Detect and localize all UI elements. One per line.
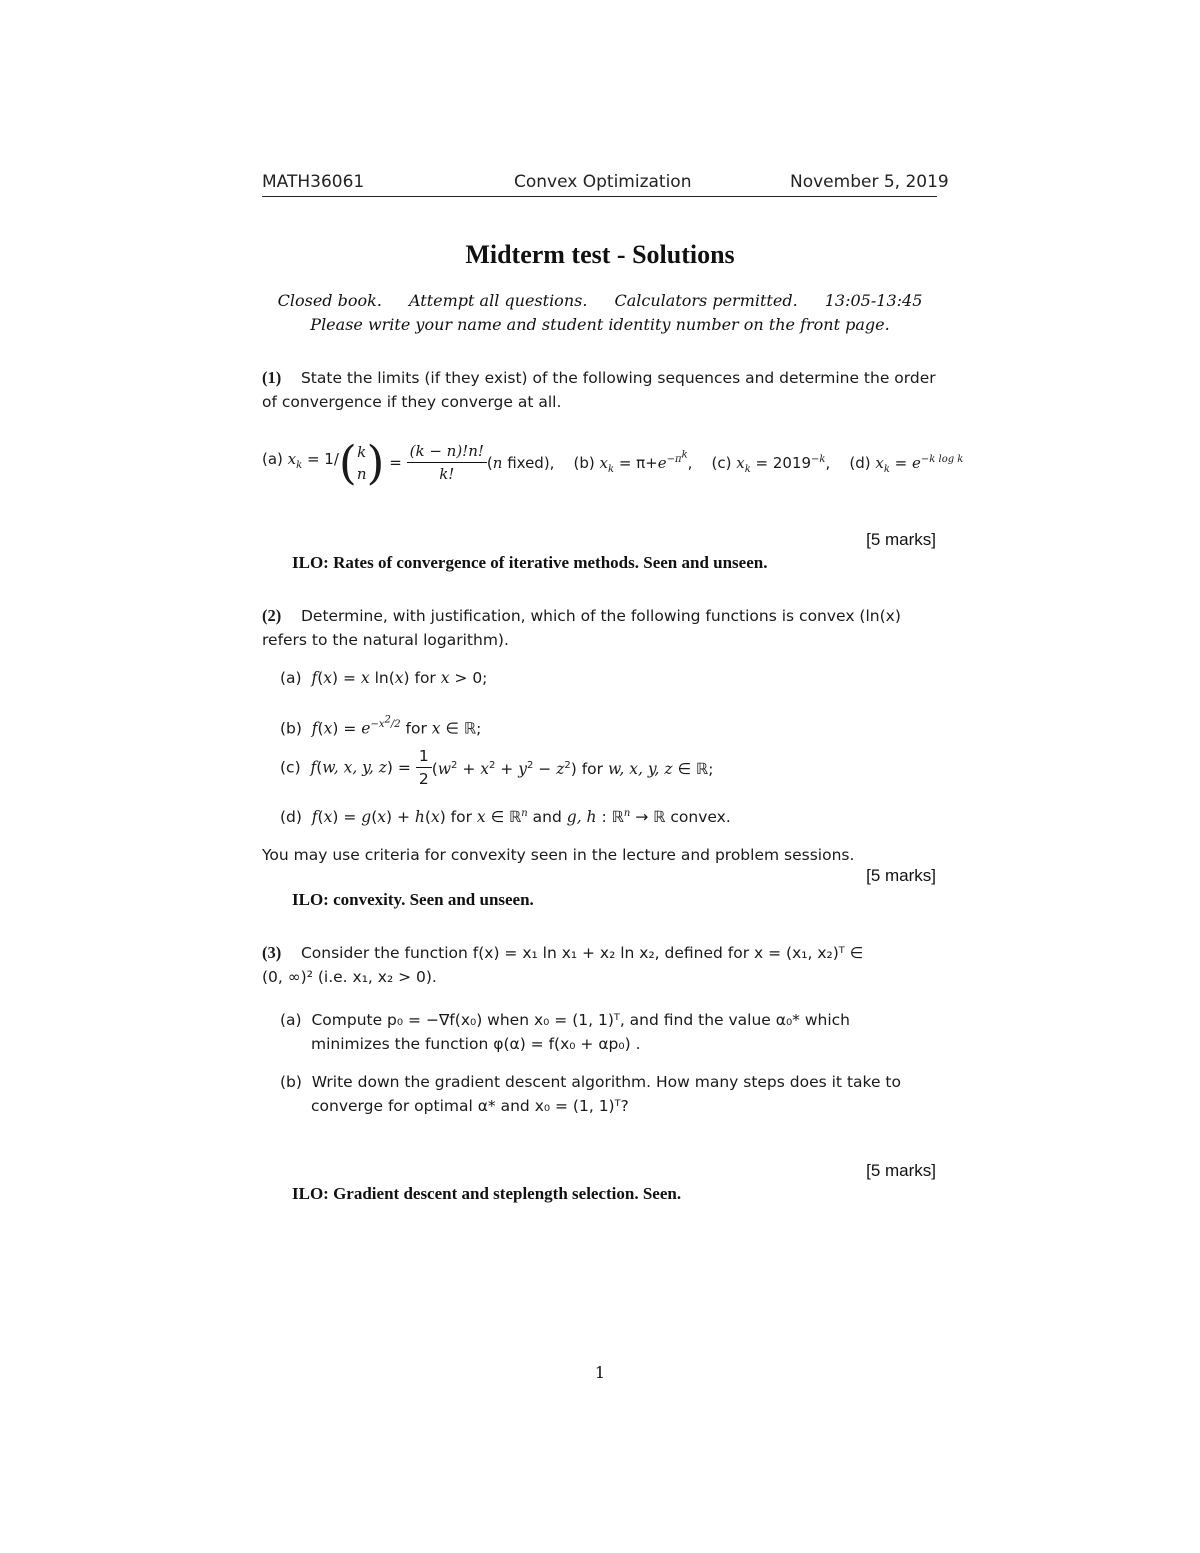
q2-item-d: (d) f(x) = g(x) + h(x) for x ∈ ℝ$^n$ and g, h : ℝ$^n$ → ℝ convex. [280, 808, 731, 827]
instructions-line-1 [0, 291, 1200, 310]
page-number: 1 [594, 1363, 606, 1382]
instructions-line-2: Please write your name and student identity number on the front page. [310, 315, 890, 334]
q1-ilo: ILO: Rates of convergence of iterative methods. Seen and unseen. [292, 553, 768, 572]
q2-marks: [5 marks] [866, 866, 936, 885]
q3-ilo: ILO: Gradient descent and steplength selection. Seen. [292, 1184, 682, 1203]
instruction-attempt-all: Attempt all questions. [409, 291, 588, 310]
q2-line-1 [262, 604, 901, 628]
q1-line-1 [262, 366, 936, 390]
q3-text-1: Consider the function f(x) = x₁ ln x₁ + x₂ ln x₂, defined for x = (x₁, x₂)ᵀ ∈ [300, 944, 864, 962]
q3-item-a: (a) Compute p₀ = −∇f(x₀) when x₀ = (1, 1)ᵀ, and find the value α₀* which [280, 1011, 851, 1029]
header-date: November 5, 2019 [790, 172, 949, 192]
q2-ilo: ILO: convexity. Seen and unseen. [292, 890, 534, 909]
page-title: Midterm test - Solutions [465, 240, 735, 269]
q3-number: (3) [262, 943, 282, 962]
q3-b-text-2: converge for optimal α* and x₀ = (1, 1)ᵀ? [311, 1097, 629, 1115]
instruction-time: 13:05-13:45 [824, 291, 923, 310]
q1-sequences: (a) $x_k = 1/$( k n ) = $\frac{(k - n)!n!}{k!}$ (n fixed), (b) $x_k = \pi+e^{-\pi^k}$, (c) $x_k = 2019^{-k}$, (d) $x_k = e^{-k log k}$ [262, 435, 964, 490]
q2-text-1: Determine, with justification, which of the following functions is convex (ln(x) [300, 607, 901, 625]
course-name: Convex Optimization [514, 172, 692, 192]
q2-item-c: (c) f(w, x, y, z) = $\frac{1}{2}$ $(w^2 + x^2 + y^2 - z^2)$ for w, x, y, z ∈ ℝ; [280, 747, 714, 788]
header-rule [262, 196, 937, 197]
course-code: MATH36061 [262, 172, 365, 192]
q2-number: (2) [262, 606, 282, 625]
q2-item-a: (a) f(x) = x ln(x) for x > 0; [280, 669, 488, 687]
q2-text-2: refers to the natural logarithm). [262, 631, 509, 649]
q1-marks: [5 marks] [866, 530, 936, 549]
q3-item-b: (b) Write down the gradient descent algorithm. How many steps does it take to [280, 1073, 901, 1091]
instruction-calculators: Calculators permitted. [614, 291, 798, 310]
q3-line-1 [262, 941, 863, 965]
q3-text-2: (0, ∞)² (i.e. x₁, x₂ > 0). [262, 968, 437, 986]
q1-number: (1) [262, 368, 282, 387]
q2-item-b: (b) $f(x) = e^{-x^2/2}$ for x ∈ ℝ; [280, 715, 482, 738]
q3-a-text-2: minimizes the function φ(α) = f(x₀ + αp₀) . [311, 1035, 641, 1053]
q3-marks: [5 marks] [866, 1161, 936, 1180]
q3-a-text-1: Compute p₀ = −∇f(x₀) when x₀ = (1, 1)ᵀ, and find the value α₀* which [311, 1011, 851, 1029]
q1-text-2: of convergence if they converge at all. [262, 393, 562, 411]
q3-b-text-1: Write down the gradient descent algorithm. How many steps does it take to [311, 1073, 901, 1091]
q2-note: You may use criteria for convexity seen in the lecture and problem sessions. [262, 846, 855, 864]
instruction-closed-book: Closed book. [277, 291, 382, 310]
q1-text-1: State the limits (if they exist) of the following sequences and determine the order [300, 369, 936, 387]
